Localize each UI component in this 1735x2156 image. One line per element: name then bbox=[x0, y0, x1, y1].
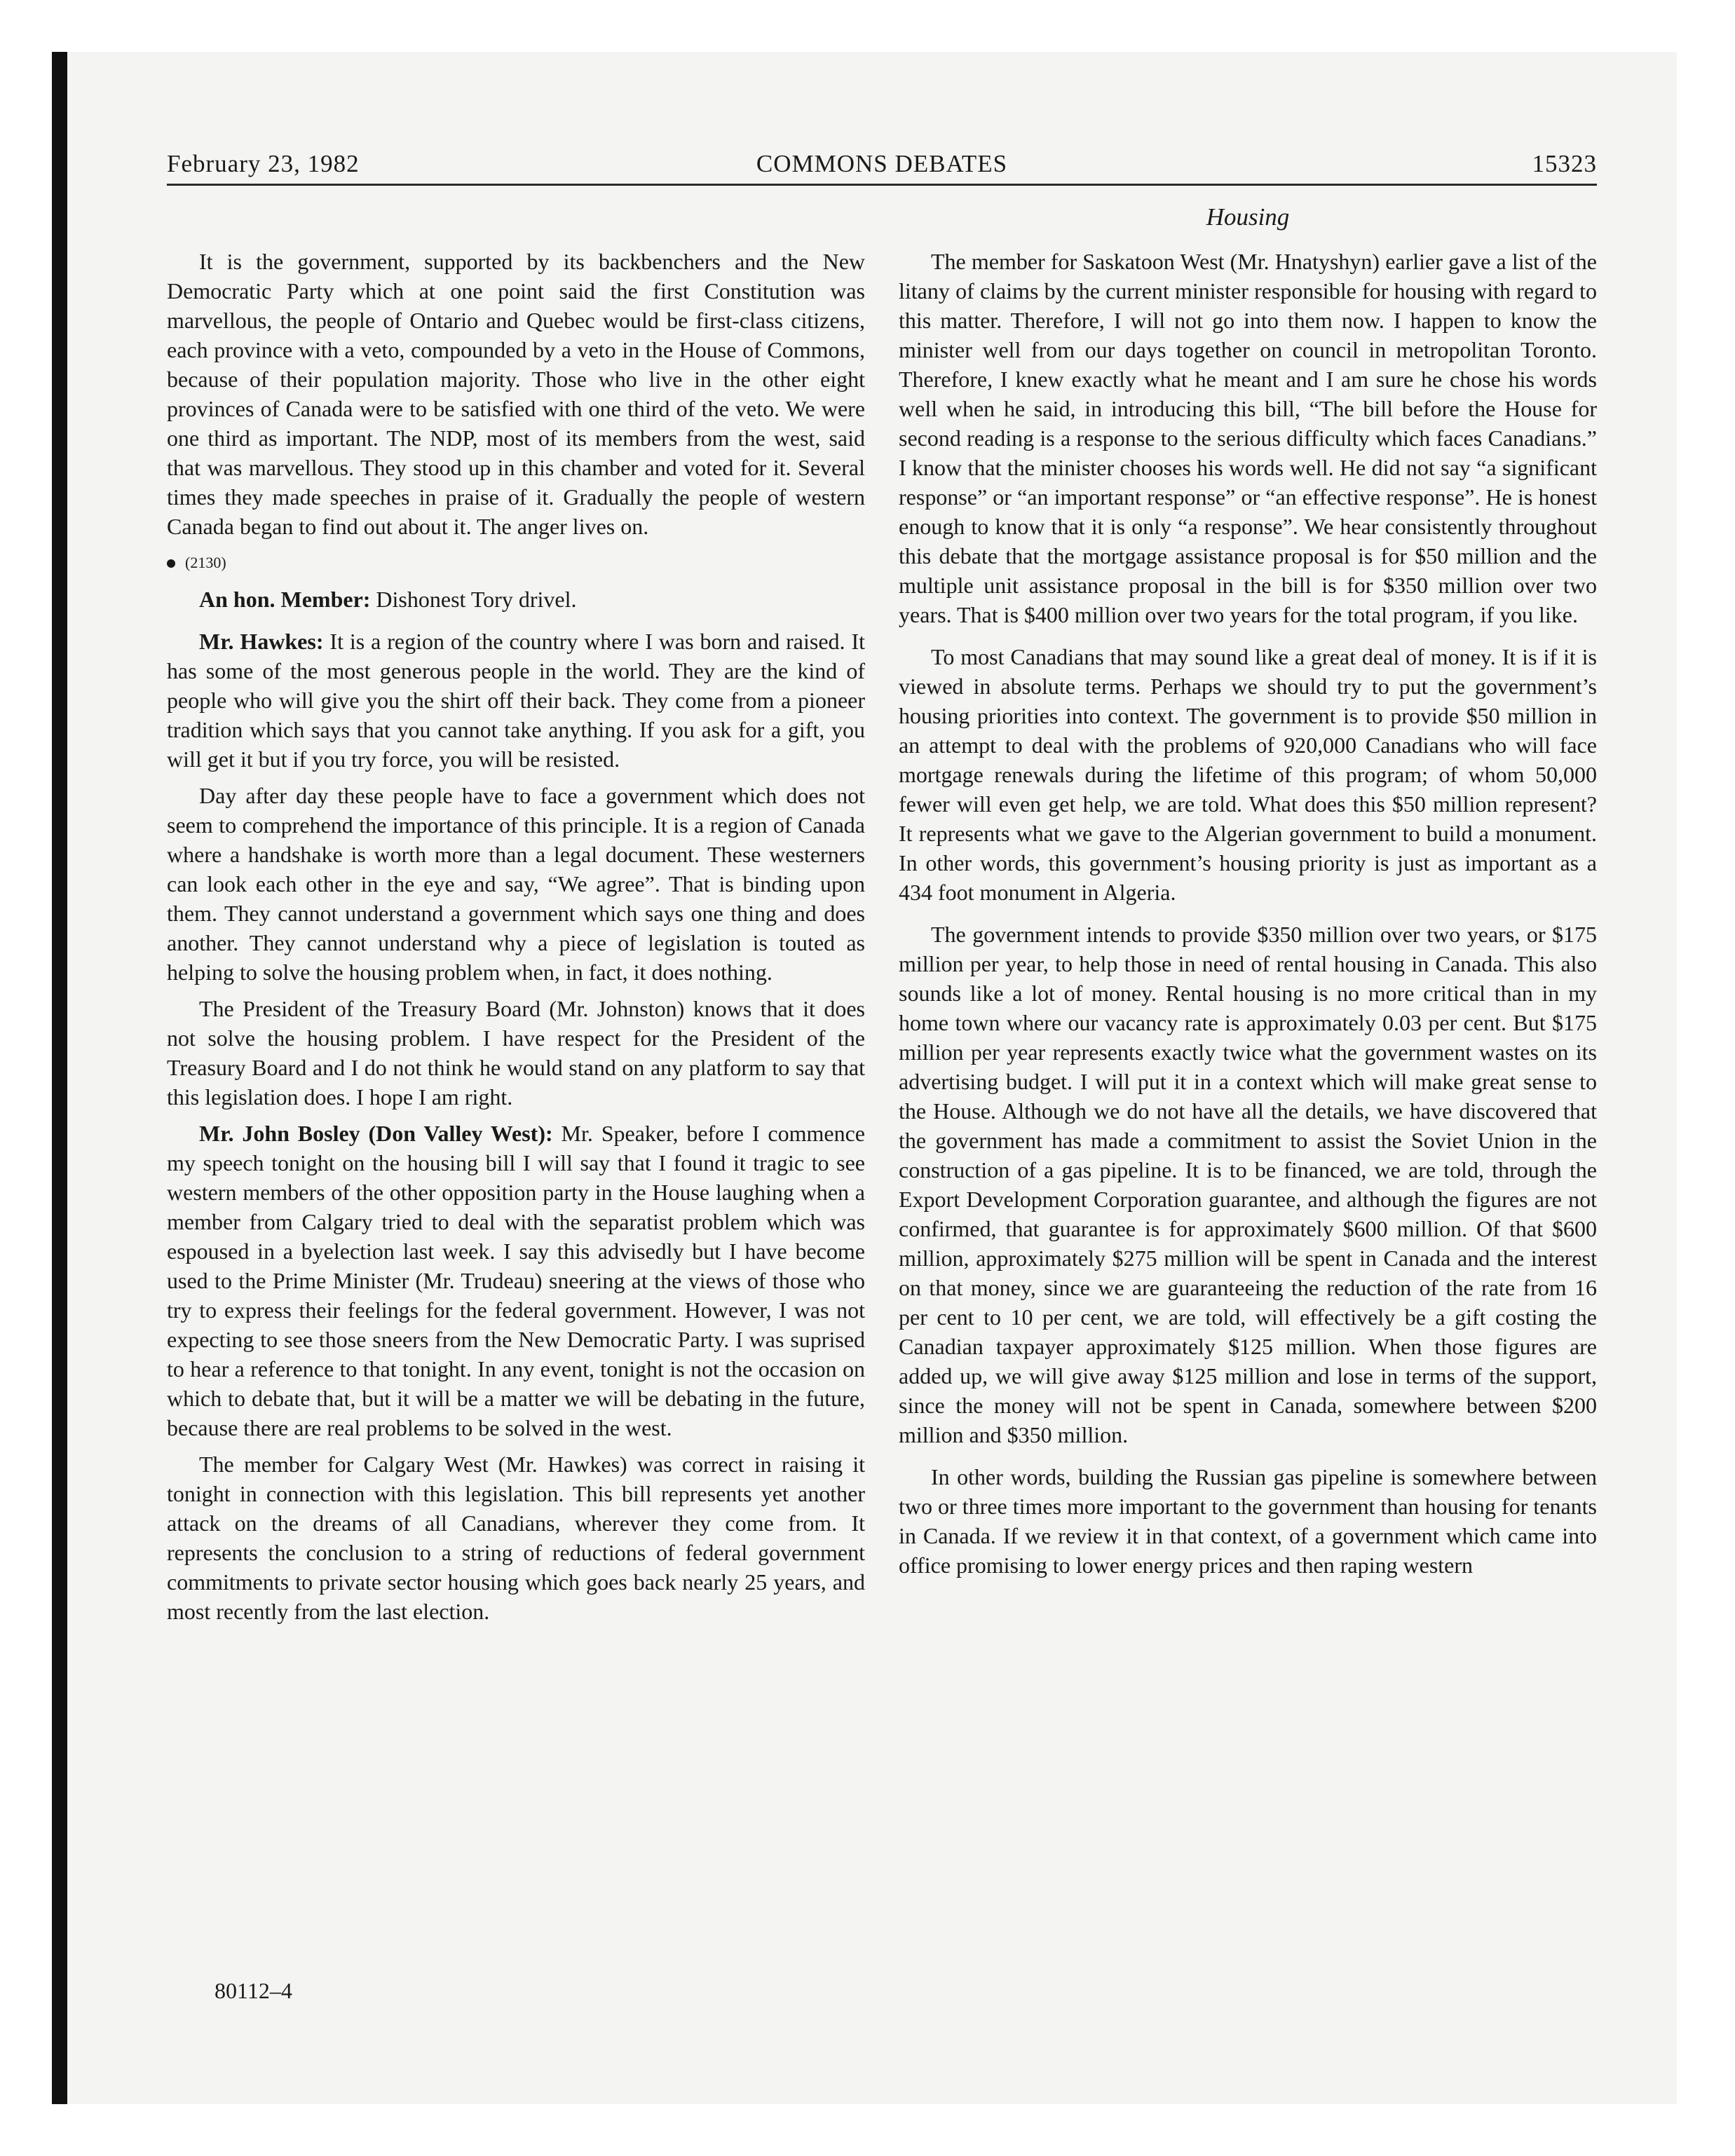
header-page-number: 15323 bbox=[1532, 150, 1597, 177]
paragraph: The member for Calgary West (Mr. Hawkes) was correct in raising it tonight in connection with this legislation. This bill represents yet another attack on the dreams of all Canadians, wherever they come from. It represents the conclusion to a string of reductions of federal government commitments to private sector housing which goes back nearly 25 years, and most recently from the last election. bbox=[167, 1452, 865, 1624]
right-column bbox=[899, 247, 1597, 1587]
speaker-name: Mr. Hawkes: bbox=[199, 629, 324, 654]
paragraph bbox=[167, 1119, 865, 1442]
section-heading: Housing bbox=[1206, 203, 1290, 231]
timestamp-text: (2130) bbox=[185, 554, 226, 571]
paragraph bbox=[167, 627, 865, 774]
paragraph bbox=[167, 585, 865, 614]
speech-text: It is a region of the country where I was born and raised. It has some of the most generous people in the world. They are the kind of people who will give you the shirt off their back. They come from a pioneer tradition which says that you cannot take anything. If you ask for a gift, you will get it but if you try force, you will be resisted. bbox=[167, 629, 866, 772]
paragraph: The government intends to provide $350 million over two years, or $175 million per year, to help those in need of rental housing in Canada. This also sounds like a lot of money. Rental housing is no more critical than in my home town where our vacancy rate is approximately 0.03 per cent. But $175 million per year represents exactly twice what the government wastes on its advertising budget. I will put it in a context which will make great sense to the House. Although we do not have all the details, we have discovered that the government has made a commitment to assist the Soviet Union in the construction of a gas pipeline. It is to be financed, we are told, through the Export Development Corporation guarantee, and although the figures are not confirmed, that guarantee is for approximately $600 million. Of that $600 million, approximately $275 million will be spent in Canada and the interest on that money, since we are guaranteeing the reduction of the rate from 16 per cent to 10 per cent, we are told, will effectively be a gift costing the Canadian taxpayer approximately $125 million. When those figures are added up, we will give away $125 million and lose in terms of the support, since the money will not be spent in Canada, somewhere between $200 million and $350 million. bbox=[899, 922, 1597, 1447]
bullet-icon bbox=[167, 559, 175, 568]
paragraph: To most Canadians that may sound like a great deal of money. It is if it is viewed in absolute terms. Perhaps we should try to put the government’s housing priorities into context. The government is to provide $50 million in an attempt to deal with the problems of 920,000 Canadians who will face mortgage renewals during the lifetime of this program; of whom 50,000 fewer will even get help, we are told. What does this $50 million represent? It represents what we gave to the Algerian government to build a monument. In other words, this government’s housing priority is just as important as a 434 foot monument in Algeria. bbox=[899, 644, 1597, 905]
header-rule bbox=[167, 184, 1597, 186]
footer-code: 80112–4 bbox=[215, 1978, 292, 2003]
left-column bbox=[167, 247, 865, 1633]
header-date: February 23, 1982 bbox=[167, 150, 360, 177]
page-header bbox=[167, 150, 1597, 185]
speaker-name: An hon. Member: bbox=[199, 587, 371, 612]
paragraph: The member for Saskatoon West (Mr. Hnatyshyn) earlier gave a list of the litany of claims by the current minister responsible for housing with regard to this matter. Therefore, I will not go into them now. I happen to know the minister well from our days together on council in metropolitan Toronto. Therefore, I knew exactly what he meant and I am sure he chose his words well when he said, in introducing this bill, “The bill before the House for second reading is a response to the serious difficulty which faces Canadians.” I know that the minister chooses his words well. He did not say “a significant response” or “an important response” or “an effective response”. He is honest enough to know that it is only “a response”. We hear consistently throughout this debate that the mortgage assistance proposal is for $50 million and the multiple unit assistance proposal in the bill is for $350 million over two years. That is $400 million over two years for the total program, if you like. bbox=[899, 249, 1597, 627]
paragraph: Day after day these people have to face a government which does not seem to comprehend the importance of this principle. It is a region of Canada where a handshake is worth more than a legal document. These westerners can look each other in the eye and say, “We agree”. That is binding upon them. They cannot understand a government which says one thing and does another. They cannot understand why a piece of legislation is touted as helping to solve the housing problem when, in fact, it does nothing. bbox=[167, 783, 865, 985]
timestamp-marker bbox=[167, 548, 865, 578]
header-title: COMMONS DEBATES bbox=[756, 150, 1008, 177]
speech-text: Dishonest Tory drivel. bbox=[370, 587, 577, 612]
paragraph: In other words, building the Russian gas pipeline is somewhere between two or three times more important to the government than housing for tenants in Canada. If we review it in that context, of a government which came into office promising to lower energy prices and then raping western bbox=[899, 1464, 1597, 1578]
paragraph: The President of the Treasury Board (Mr. Johnston) knows that it does not solve the housing problem. I have respect for the President of the Treasury Board and I do not think he would stand on any platform to say that this legislation does. I hope I am right. bbox=[167, 996, 865, 1110]
speaker-name: Mr. John Bosley (Don Valley West): bbox=[199, 1121, 553, 1146]
paragraph: It is the government, supported by its backbenchers and the New Democratic Party which at one point said the first Constitution was marvellous, the people of Ontario and Quebec would be first-class citizens, each province with a veto, compounded by a veto in the House of Commons, because of their population majority. Those who live in the other eight provinces of Canada were to be satisfied with one third of the veto. We were one third as important. The NDP, most of its members from the west, said that was marvellous. They stood up in this chamber and voted for it. Several times they made speeches in praise of it. Gradually the people of western Canada began to find out about it. The anger lives on. bbox=[167, 249, 865, 539]
speech-text: Mr. Speaker, before I commence my speech tonight on the housing bill I will say that I found it tragic to see western members of the other opposition party in the House laughing when a member from Calgary tried to deal with the separatist problem which was espoused in a byelection last week. I say this advisedly but I have become used to the Prime Minister (Mr. Trudeau) sneering at the views of those who try to express their feelings for the federal government. However, I was not expecting to see those sneers from the New Democratic Party. I was suprised to hear a reference to that tonight. In any event, tonight is not the occasion on which to debate that, but it will be a matter we will be debating in the future, because there are real problems to be solved in the west. bbox=[167, 1121, 866, 1440]
scan-edge-shadow bbox=[52, 52, 67, 2104]
